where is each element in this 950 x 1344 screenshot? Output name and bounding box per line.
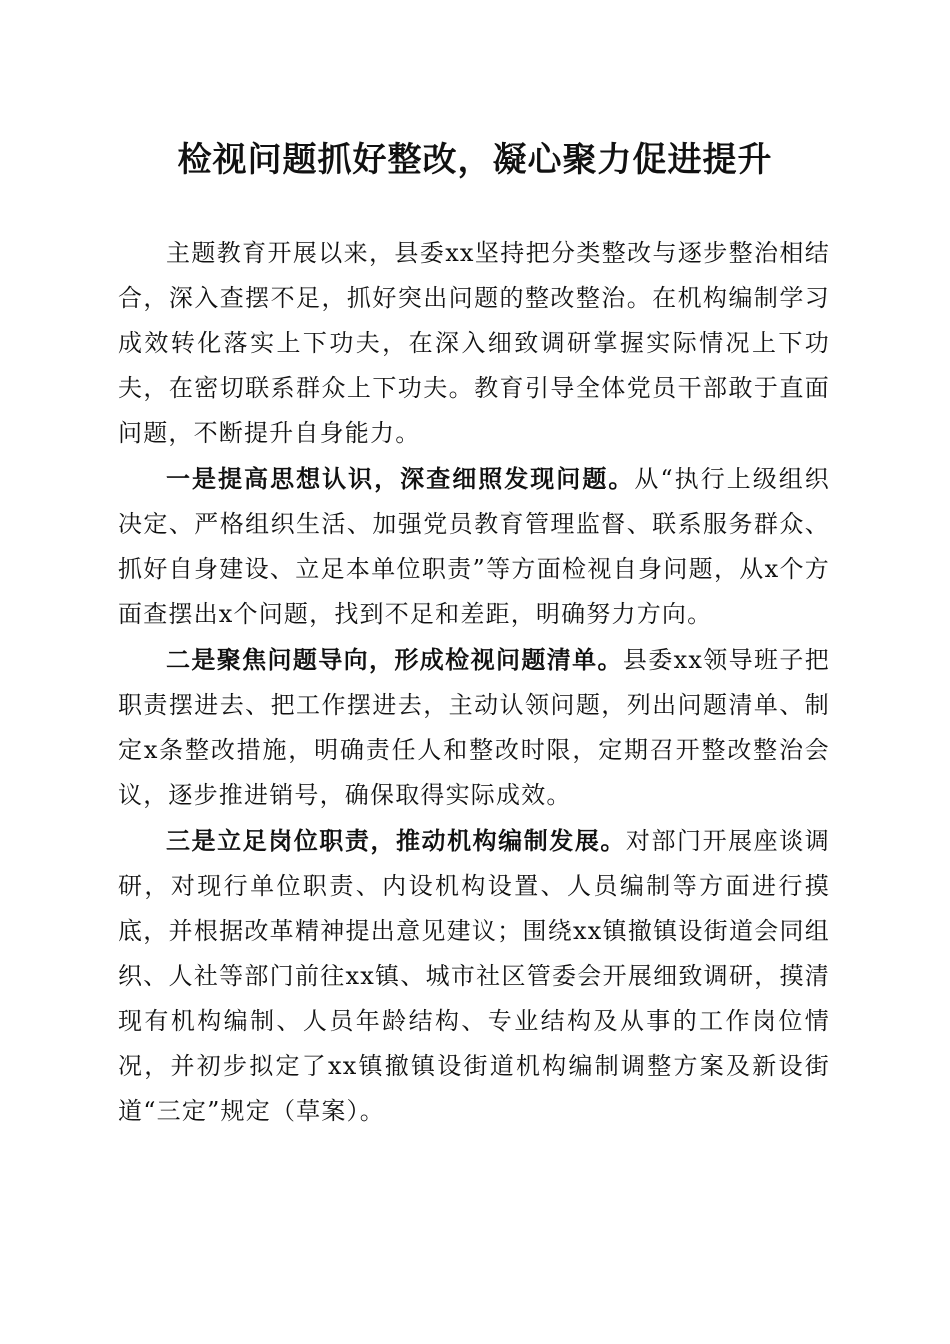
document-body: [118, 231, 830, 1134]
section-1-lead: 一是提高思想认识，深查细照发现问题。: [166, 464, 635, 493]
section-2-text: 县委xx领导班子把职责摆进去、把工作摆进去，主动认领问题，列出问题清单、制定x条整改措施，明确责任人和整改时限，定期召开整改整治会议，逐步推进销号，确保取得实际成效。: [118, 646, 830, 809]
section-2-lead: 二是聚焦问题导向，形成检视问题清单。: [166, 645, 623, 674]
intro-paragraph: 主题教育开展以来，县委xx坚持把分类整改与逐步整治相结合，深入查摆不足，抓好突出问题的整改整治。在机构编制学习成效转化落实上下功夫，在深入细致调研掌握实际情况上下功夫，在密切联系群众上下功夫。教育引导全体党员干部敢于直面问题，不断提升自身能力。: [118, 239, 830, 447]
section-paragraph-2: [118, 637, 830, 818]
section-3-lead: 三是立足岗位职责，推动机构编制发展。: [166, 826, 626, 855]
section-3-text: 对部门开展座谈调研，对现行单位职责、内设机构设置、人员编制等方面进行摸底，并根据改革精神提出意见建议；围绕xx镇撤镇设街道会同组织、人社等部门前往xx镇、城市社区管委会开展细致调研，摸清现有机构编制、人员年龄结构、专业结构及从事的工作岗位情况，并初步拟定了xx镇撤镇设街道机构编制调整方案及新设街道“三定”规定（草案）。: [118, 827, 830, 1125]
section-paragraph-1: [118, 456, 830, 637]
page-title: 检视问题抓好整改，凝心聚力促进提升: [177, 140, 773, 180]
section-paragraph-3: [118, 818, 830, 1134]
section-1-text: 从“执行上级组织决定、严格组织生活、加强党员教育管理监督、联系服务群众、抓好自身建设、立足本单位职责”等方面检视自身问题，从x个方面查摆出x个问题，找到不足和差距，明确努力方向。: [118, 465, 830, 628]
